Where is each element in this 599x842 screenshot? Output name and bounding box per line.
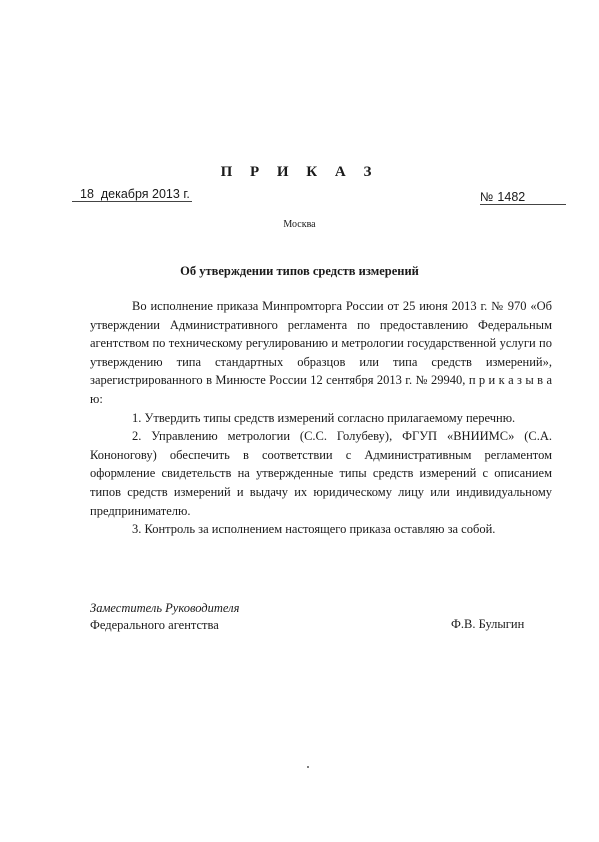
preamble-paragraph: Во исполнение приказа Минпромторга России от 25 июня 2013 г. № 970 «Об утверждении Административного регламента по предоставлению Федеральным агентством по техническому регулированию и метрологии государственной услуги по утверждению типа стандартных образцов или типа средств измерений», зарегистрированного в Минюсте России 12 сентября 2013 г. № 29940, п р и к а з ы в а ю: xyxy=(90,299,552,406)
document-title: П Р И К А З xyxy=(220,164,379,180)
clause-3: 3. Контроль за исполнением настоящего приказа оставляю за собой. xyxy=(132,522,496,537)
signer-position-line1: Заместитель Руководителя xyxy=(90,601,240,615)
order-body xyxy=(90,297,552,539)
clause-1: 1. Утвердить типы средств измерений согласно прилагаемому перечню. xyxy=(132,410,516,425)
date-field xyxy=(72,187,192,202)
date-day: 18 xyxy=(80,187,94,201)
signer-position-line2: Федерального агентства xyxy=(90,618,219,632)
order-number xyxy=(480,190,566,205)
date-suffix: г. xyxy=(183,187,190,201)
scan-speck xyxy=(307,766,309,768)
number-sign: № xyxy=(480,190,494,204)
order-date xyxy=(72,187,192,202)
signer-position xyxy=(90,600,239,634)
order-subject: Об утверждении типов средств измерений xyxy=(180,264,419,278)
signer-name: Ф.В. Булыгин xyxy=(451,617,525,631)
date-month-year: декабря 2013 xyxy=(100,187,180,201)
city: Москва xyxy=(283,219,316,230)
clause-2: 2. Управлению метрологии (С.С. Голубеву), ФГУП «ВНИИМС» (С.А. Кононогову) обеспечить в соответствии с Административным регламентом оформление свидетельств на утвержденные типы средств измерений с описанием типов средств измерений и выдачу их юридическому лицу или индивидуальному предпринимателю. xyxy=(90,429,552,518)
number-value: 1482 xyxy=(497,190,526,204)
